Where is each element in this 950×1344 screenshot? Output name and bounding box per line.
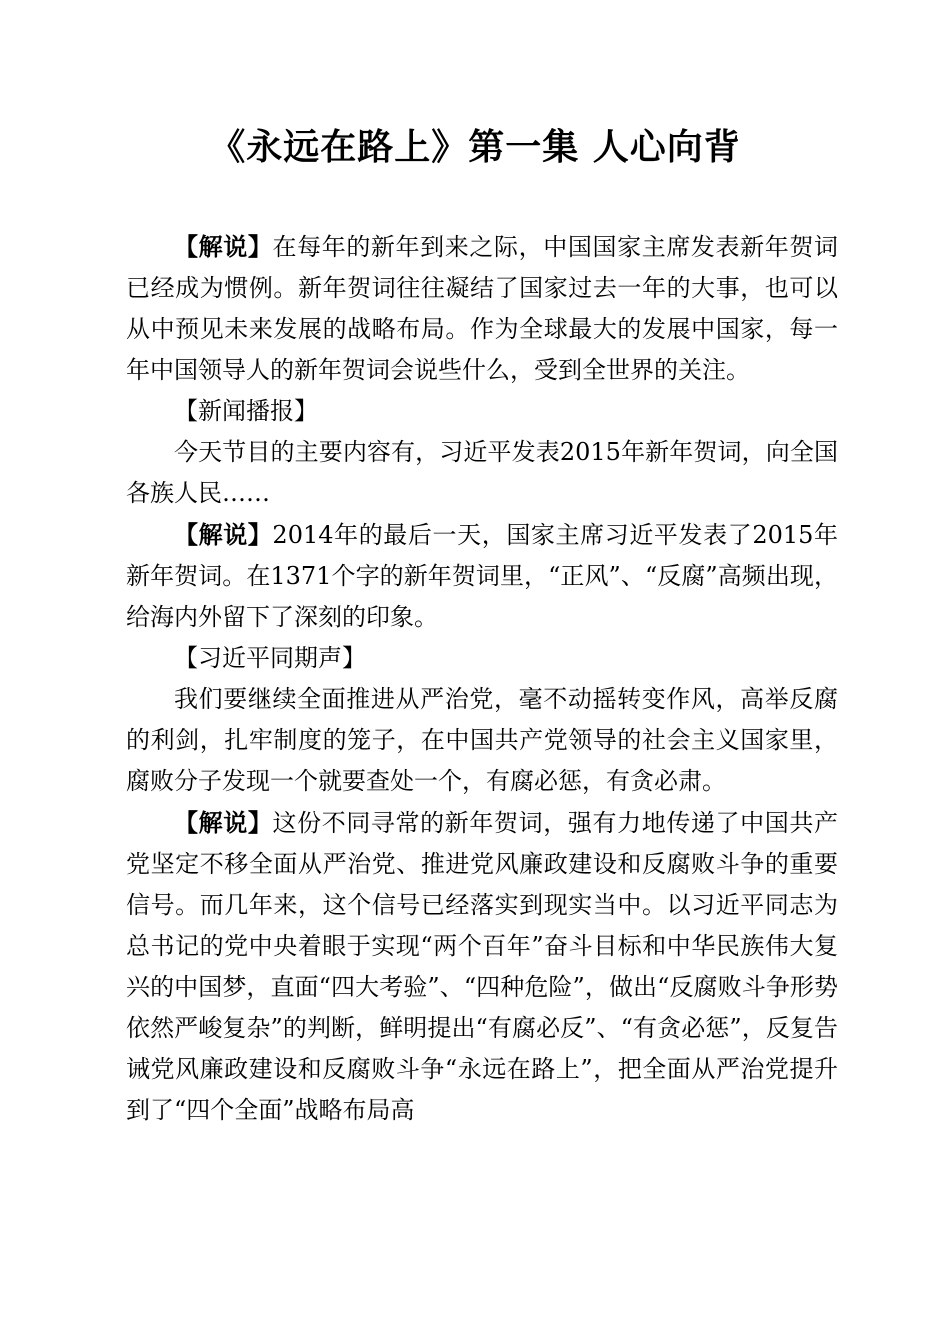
- paragraph-text: 在每年的新年到来之际，中国国家主席发表新年贺词已经成为惯例。新年贺词往往凝结了国家过去一年的大事，也可以从中预见未来发展的战略布局。作为全球最大的发展中国家，每一年中国领导人的新年贺词会说些什么，受到全世界的关注。: [126, 233, 839, 384]
- section-tag: 【习近平同期声】: [174, 644, 366, 672]
- document-body: [126, 226, 838, 1131]
- paragraph-text: 我们要继续全面推进从严治党，毫不动摇转变作风，高举反腐的利剑，扎牢制度的笼子，在中国共产党领导的社会主义国家里，腐败分子发现一个就要查处一个，有腐必惩，有贪必肃。: [126, 685, 838, 795]
- section-tag: 【新闻播报】: [174, 397, 318, 425]
- paragraph-speech-heading: [126, 638, 838, 679]
- paragraph-speech-content: [126, 679, 838, 802]
- section-tag: 【解说】: [174, 232, 273, 261]
- paragraph-text: 这份不同寻常的新年贺词，强有力地传递了中国共产党坚定不移全面从严治党、推进党风廉政建设和反腐败斗争的重要信号。而几年来，这个信号已经落实到现实当中。以习近平同志为总书记的党中央着眼于实现“两个百年”奋斗目标和中华民族伟大复兴的中国梦，直面“四大考验”、“四种危险”，做出“反腐败斗争形势依然严峻复杂”的判断，鲜明提出“有腐必反”、“有贪必惩”，反复告诫党风廉政建设和反腐败斗争“永远在路上”，把全面从严治党提升到了“四个全面”战略布局高: [126, 809, 839, 1124]
- paragraph-news-heading: [126, 391, 838, 432]
- paragraph-text: 今天节目的主要内容有，习近平发表2015年新年贺词，向全国各族人民……: [126, 438, 838, 507]
- section-tag: 【解说】: [174, 520, 273, 549]
- paragraph-narration-3: [126, 802, 838, 1131]
- section-tag: 【解说】: [174, 808, 273, 837]
- document-title: 《永远在路上》第一集 人心向背: [209, 126, 741, 168]
- paragraph-news-content: [126, 432, 838, 514]
- paragraph-narration-2: [126, 514, 838, 638]
- paragraph-text: 2014年的最后一天，国家主席习近平发表了2015年新年贺词。在1371个字的新年贺词里，“正风”、“反腐”高频出现，给海内外留下了深刻的印象。: [126, 521, 839, 631]
- paragraph-narration-1: [126, 226, 838, 391]
